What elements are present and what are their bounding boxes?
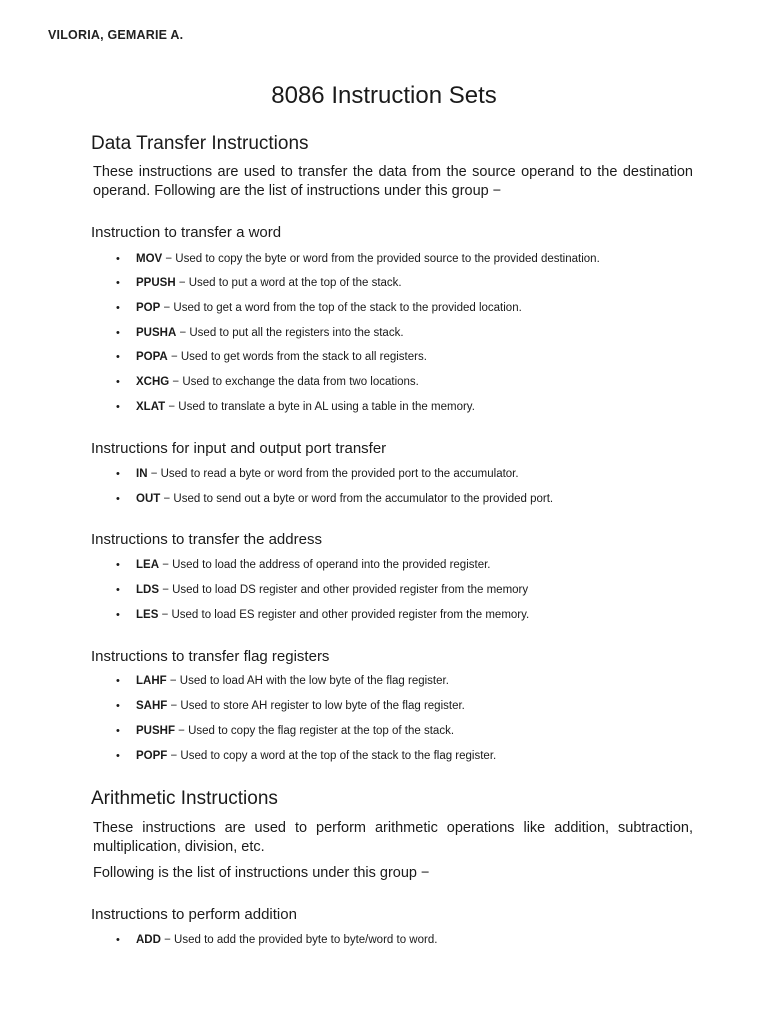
page-title: 8086 Instruction Sets bbox=[271, 82, 497, 109]
group-addition-heading: Instructions to perform addition bbox=[91, 906, 297, 923]
instruction-desc: − Used to load DS register and other provided register from the memory bbox=[159, 584, 529, 596]
group-flag-transfer-heading: Instructions to transfer flag registers bbox=[91, 648, 330, 665]
bullet-icon: • bbox=[116, 675, 120, 687]
section-arithmetic-heading: Arithmetic Instructions bbox=[91, 788, 278, 809]
list-item bbox=[116, 675, 449, 687]
list-item bbox=[116, 351, 427, 363]
instruction-desc: − Used to send out a byte or word from the accumulator to the provided port. bbox=[160, 493, 554, 505]
list-item bbox=[116, 376, 419, 388]
list-item bbox=[116, 277, 402, 289]
bullet-icon: • bbox=[116, 609, 120, 621]
bullet-icon: • bbox=[116, 493, 120, 505]
bullet-icon: • bbox=[116, 584, 120, 596]
section-arithmetic-intro2: Following is the list of instructions under this group − bbox=[93, 865, 430, 881]
bullet-icon: • bbox=[116, 468, 120, 480]
group-transfer-word-heading: Instruction to transfer a word bbox=[91, 224, 282, 241]
instruction-desc: − Used to copy a word at the top of the stack to the flag register. bbox=[167, 750, 497, 762]
instruction-term: XLAT bbox=[136, 401, 166, 413]
instruction-desc: − Used to read a byte or word from the provided port to the accumulator. bbox=[147, 468, 519, 480]
instruction-term: ADD bbox=[136, 934, 161, 946]
instruction-desc: − Used to get words from the stack to all registers. bbox=[167, 351, 427, 363]
instruction-desc: − Used to copy the flag register at the top of the stack. bbox=[174, 725, 455, 737]
list-item bbox=[116, 934, 437, 946]
list-item bbox=[116, 302, 522, 314]
list-item bbox=[116, 327, 404, 339]
instruction-term: SAHF bbox=[136, 700, 168, 712]
list-item bbox=[116, 559, 490, 571]
list-item bbox=[116, 493, 553, 505]
instruction-desc: − Used to put a word at the top of the stack. bbox=[175, 277, 402, 289]
bullet-icon: • bbox=[116, 725, 120, 737]
list-item bbox=[116, 584, 528, 596]
instruction-term: LAHF bbox=[136, 675, 167, 687]
list-item bbox=[116, 700, 465, 712]
instruction-term: MOV bbox=[136, 253, 163, 265]
instruction-term: OUT bbox=[136, 493, 161, 505]
list-item bbox=[116, 468, 519, 480]
instruction-term: PPUSH bbox=[136, 277, 176, 289]
bullet-icon: • bbox=[116, 327, 120, 339]
bullet-icon: • bbox=[116, 351, 120, 363]
bullet-icon: • bbox=[116, 376, 120, 388]
section-arithmetic-intro: These instructions are used to perform arithmetic operations like addition, subtraction, multiplication, division, etc. bbox=[93, 820, 693, 855]
author-name: VILORIA, GEMARIE A. bbox=[48, 28, 184, 42]
instruction-term: IN bbox=[136, 468, 148, 480]
list-item bbox=[116, 401, 475, 413]
bullet-icon: • bbox=[116, 302, 120, 314]
instruction-desc: − Used to translate a byte in AL using a table in the memory. bbox=[165, 401, 475, 413]
instruction-desc: − Used to load the address of operand into the provided register. bbox=[159, 559, 491, 571]
instruction-term: POPA bbox=[136, 351, 168, 363]
list-item bbox=[116, 609, 529, 621]
list-item bbox=[116, 750, 496, 762]
bullet-icon: • bbox=[116, 700, 120, 712]
instruction-term: LES bbox=[136, 609, 159, 621]
instruction-term: LDS bbox=[136, 584, 159, 596]
instruction-desc: − Used to add the provided byte to byte/word to word. bbox=[160, 934, 438, 946]
instruction-term: PUSHA bbox=[136, 327, 177, 339]
bullet-icon: • bbox=[116, 750, 120, 762]
instruction-desc: − Used to load AH with the low byte of the flag register. bbox=[166, 675, 449, 687]
group-address-transfer-heading: Instructions to transfer the address bbox=[91, 531, 322, 548]
instruction-term: LEA bbox=[136, 559, 159, 571]
bullet-icon: • bbox=[116, 934, 120, 946]
section-data-transfer-heading: Data Transfer Instructions bbox=[91, 133, 309, 154]
instruction-term: POP bbox=[136, 302, 161, 314]
instruction-desc: − Used to load ES register and other provided register from the memory. bbox=[158, 609, 530, 621]
bullet-icon: • bbox=[116, 559, 120, 571]
bullet-icon: • bbox=[116, 277, 120, 289]
instruction-term: POPF bbox=[136, 750, 168, 762]
instruction-desc: − Used to store AH register to low byte of the flag register. bbox=[167, 700, 465, 712]
instruction-desc: − Used to exchange the data from two locations. bbox=[169, 376, 419, 388]
list-item bbox=[116, 725, 454, 737]
section-data-transfer-intro: These instructions are used to transfer the data from the source operand to the destination operand. Following are the list of instructions under this group − bbox=[93, 164, 693, 199]
bullet-icon: • bbox=[116, 401, 120, 413]
instruction-desc: − Used to copy the byte or word from the provided source to the provided destination. bbox=[162, 253, 600, 265]
instruction-desc: − Used to get a word from the top of the stack to the provided location. bbox=[160, 302, 522, 314]
instruction-term: PUSHF bbox=[136, 725, 175, 737]
instruction-term: XCHG bbox=[136, 376, 170, 388]
list-item bbox=[116, 253, 600, 265]
instruction-desc: − Used to put all the registers into the stack. bbox=[176, 327, 404, 339]
bullet-icon: • bbox=[116, 253, 120, 265]
group-port-transfer-heading: Instructions for input and output port transfer bbox=[91, 440, 387, 457]
